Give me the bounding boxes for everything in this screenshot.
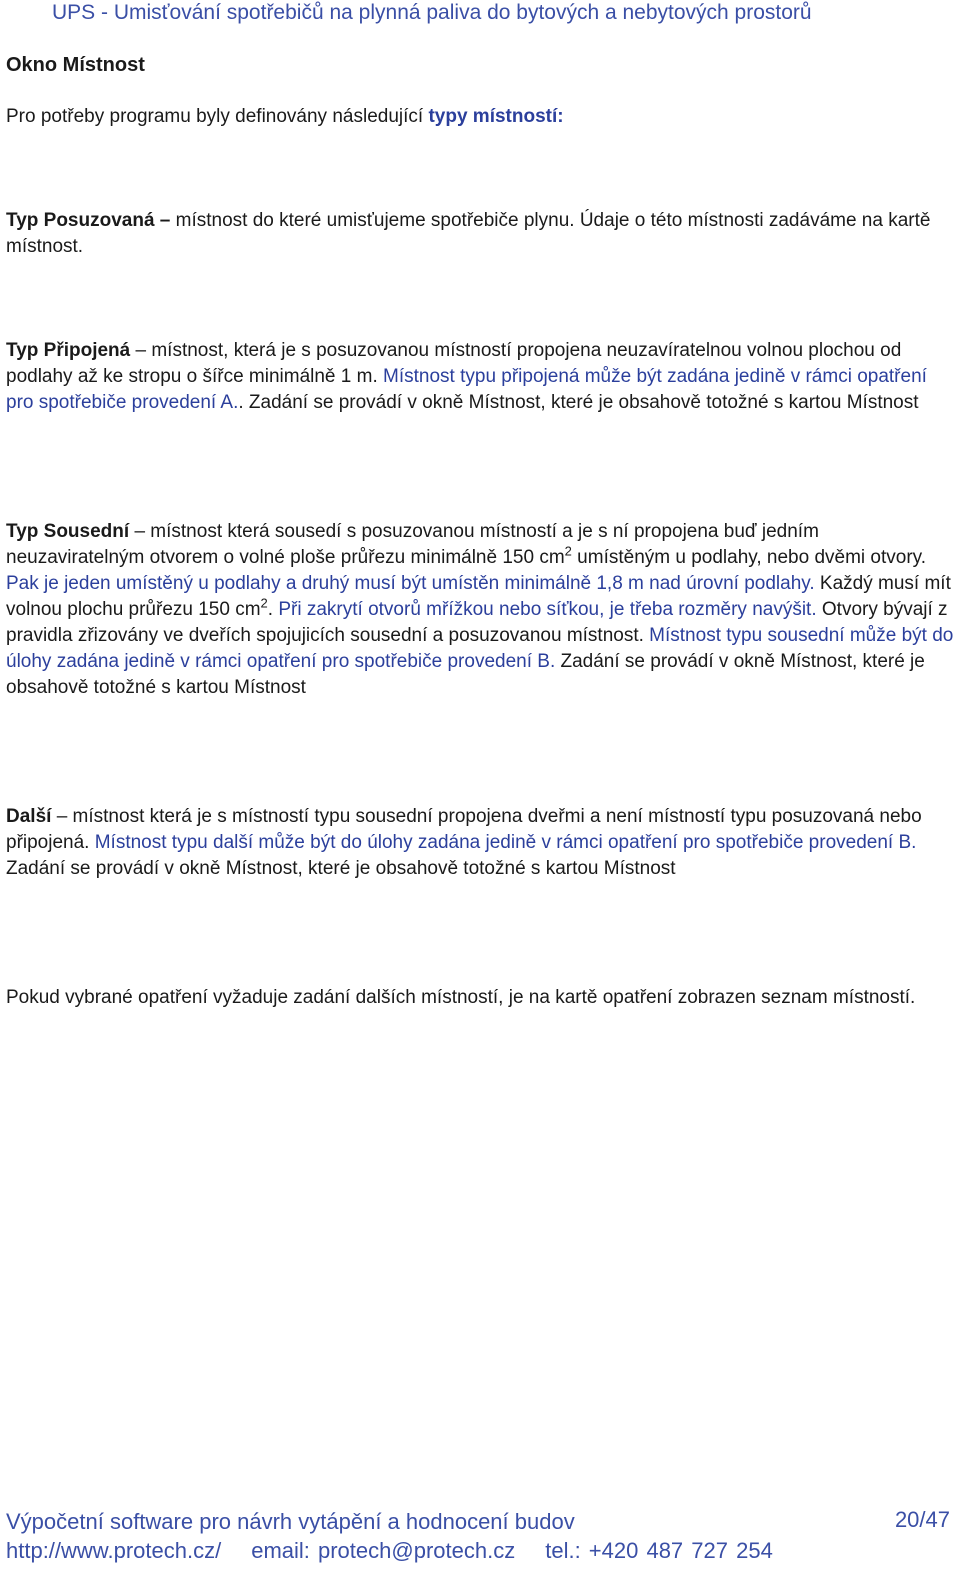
- footer-tagline: Výpočetní software pro návrh vytápění a hodnocení budov: [6, 1509, 575, 1534]
- page-header-title: UPS - Umisťování spotřebičů na plynná paliva do bytových a nebytových prostorů: [52, 1, 812, 24]
- closing-paragraph: Pokud vybrané opatření vyžaduje zadání dalších místností, je na kartě opatření zobrazen seznam místností.: [6, 987, 916, 1008]
- sousedni-text-8: Místnost typu sousední může být do úlohy zadána jedině v rámci opatření pro spotřebiče provedení B.: [6, 625, 954, 672]
- sousedni-text-7: Otvory bývají z pravidla zřizovány ve dveřích spojujicích sousední a posuzovanou místnost.: [6, 599, 948, 646]
- posuzovana-text: místnost do které umisťujeme spotřebiče plynu. Údaje o této místnosti zadáváme na kartě místnost.: [6, 210, 931, 257]
- sousedni-paragraph: [6, 519, 956, 701]
- intro-bold: typy místností:: [428, 106, 564, 127]
- sousedni-text-6: Při zakrytí otvorů mřížkou nebo síťkou, je třeba rozměry navýšit.: [278, 599, 822, 620]
- sousedni-text-3: Pak je jeden umístěný u podlahy a druhý musí být umístěn minimálně 1,8 m nad úrovní podlahy.: [6, 573, 820, 594]
- sousedni-text-2: umístěným u podlahy, nebo dvěmi otvory.: [571, 547, 927, 568]
- intro-text: Pro potřeby programu byly definovány následující: [6, 106, 429, 127]
- sousedni-text-5: .: [267, 599, 279, 620]
- footer-contacts: [6, 1537, 803, 1565]
- section-heading: Okno Místnost: [6, 54, 145, 76]
- sousedni-term: Typ Sousední: [6, 521, 130, 542]
- posuzovana-paragraph: [6, 208, 956, 260]
- sousedni-text-1: – místnost která sousedí s posuzovanou místností a je s ní propojena buď jedním neuzaviratelným otvorem o volné ploše průřezu minimálně 150 cm: [6, 521, 819, 568]
- posuzovana-term: Typ Posuzovaná –: [6, 210, 171, 231]
- sousedni-text-4: Každý musí mít volnou plochu průřezu 150 cm: [6, 573, 951, 620]
- dalsi-term: Další: [6, 806, 52, 827]
- sousedni-text-9: Zadání se provádí v okně Místnost, které je obsahově totožné s kartou Místnost: [6, 651, 925, 698]
- pripojena-text-2: Místnost typu připojená může být zadána jedině v rámci opatření pro spotřebiče provedení A.: [6, 366, 927, 413]
- sousedni-sup-2: 2: [260, 595, 268, 611]
- sousedni-sup-1: 2: [564, 543, 572, 559]
- page-number: 20/47: [894, 1507, 950, 1532]
- dalsi-text-1: – místnost která je s místností typu sousední propojena dveřmi a není místností typu posuzovaná nebo připojená.: [6, 806, 922, 853]
- intro-paragraph: [6, 104, 956, 130]
- dalsi-text-2: Místnost typu další může být do úlohy zadána jedině v rámci opatření pro spotřebiče provedení B.: [94, 832, 917, 853]
- dalsi-text-3: Zadání se provádí v okně Místnost, které je obsahově totožné s kartou Místnost: [6, 858, 676, 879]
- footer-url-link[interactable]: http://www.protech.cz/: [6, 1538, 222, 1563]
- pripojena-paragraph: [6, 338, 956, 416]
- pripojena-text-3: . Zadání se provádí v okně Místnost, které je obsahově totožné s kartou Místnost: [238, 392, 919, 413]
- footer-email-link[interactable]: email: protech@protech.cz: [251, 1538, 516, 1563]
- pripojena-text-1: – místnost, která je s posuzovanou místností propojena neuzavíratelnou volnou plochou od podlahy až ke stropu o šířce minimálně 1 m.: [6, 340, 902, 387]
- pripojena-term: Typ Připojená: [6, 340, 131, 361]
- footer-phone: tel.: +420 487 727 254: [545, 1538, 773, 1563]
- dalsi-paragraph: [6, 804, 956, 882]
